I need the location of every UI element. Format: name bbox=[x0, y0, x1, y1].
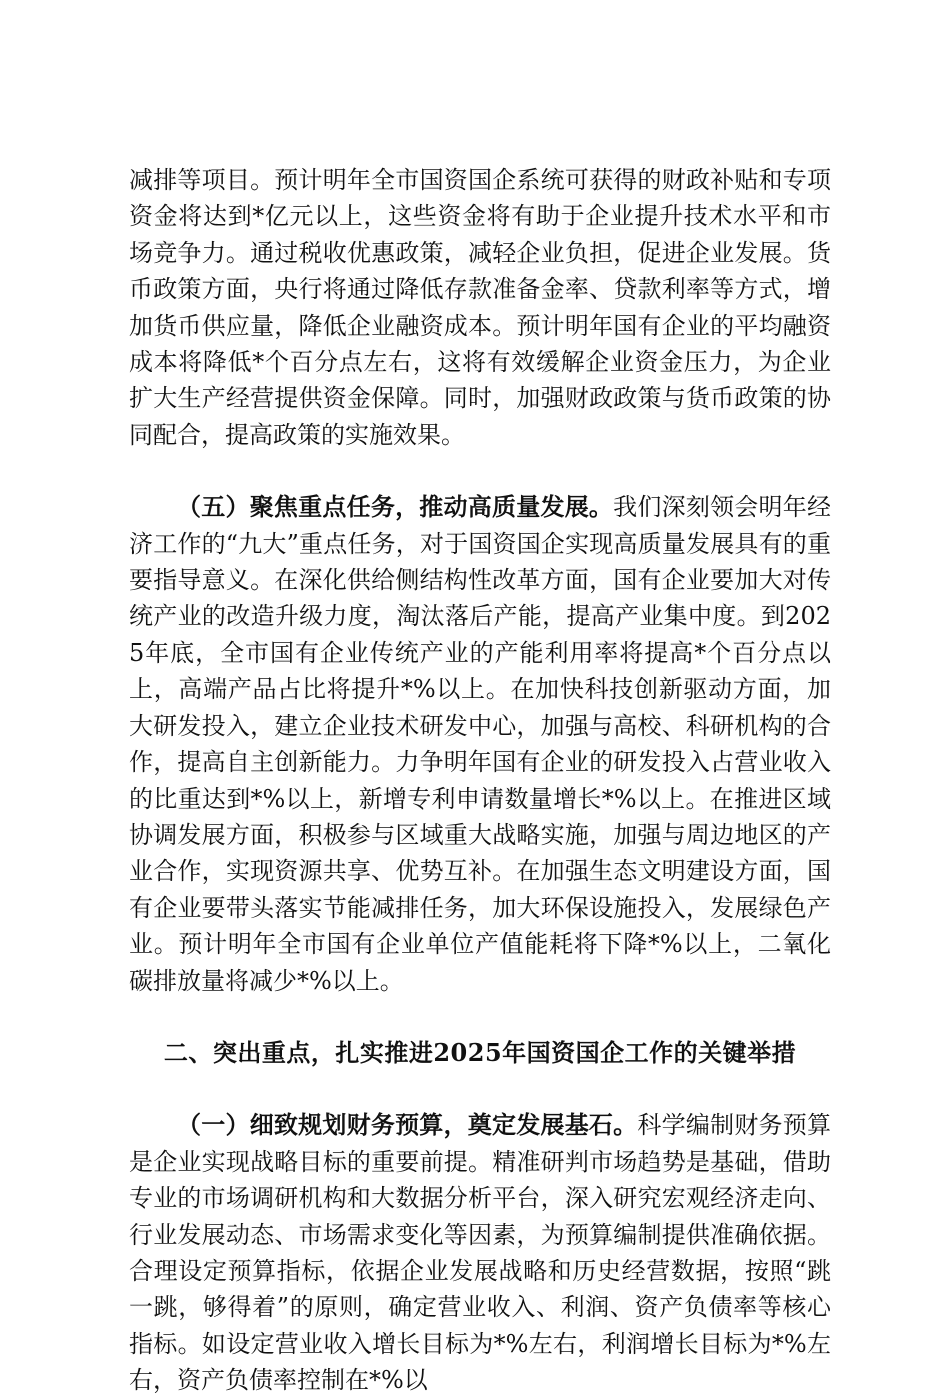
paragraph-key-tasks bbox=[129, 489, 831, 999]
paragraph-financial-budget bbox=[129, 1107, 831, 1398]
paragraph-lead-heading: （五）聚焦重点任务，推动高质量发展。 bbox=[177, 492, 614, 522]
paragraph-spacer bbox=[129, 1071, 831, 1107]
paragraph-lead-heading: （一）细致规划财务预算，奠定发展基石。 bbox=[177, 1110, 638, 1140]
paragraph-spacer bbox=[129, 999, 831, 1035]
document-page bbox=[129, 162, 831, 1399]
section-heading: 二、突出重点，扎实推进2025年国资国企工作的关键举措 bbox=[163, 1037, 797, 1067]
paragraph-policy-continuation: 减排等项目。预计明年全市国资国企系统可获得的财政补贴和专项资金将达到*亿元以上，这些资金将有助于企业提升技术水平和市场竞争力。通过税收优惠政策，减轻企业负担，促进企业发展。货币政策方面，央行将通过降低存款准备金率、贷款利率等方式，增加货币供应量，降低企业融资成本。预计明年国有企业的平均融资成本将降低*个百分点左右，这将有效缓解企业资金压力，为企业扩大生产经营提供资金保障。同时，加强财政政策与货币政策的协同配合，提高政策的实施效果。 bbox=[129, 166, 831, 449]
paragraph-body-text: 我们深刻领会明年经济工作的“九大”重点任务，对于国资国企实现高质量发展具有的重要指导意义。在深化供给侧结构性改革方面，国有企业要加大对传统产业的改造升级力度，淘汰落后产能，提高产业集中度。到2025年底，全市国有企业传统产业的产能利用率将提高*个百分点以上，高端产品占比将提升*%以上。在加快科技创新驱动方面，加大研发投入，建立企业技术研发中心，加强与高校、科研机构的合作，提高自主创新能力。力争明年国有企业的研发投入占营业收入的比重达到*%以上，新增专利申请数量增长*%以上。在推进区域协调发展方面，积极参与区域重大战略实施，加强与周边地区的产业合作，实现资源共享、优势互补。在加强生态文明建设方面，国有企业要带头落实节能减排任务，加大环保设施投入，发展绿色产业。预计明年全市国有企业单位产值能耗将下降*%以上，二氧化碳排放量将减少*%以上。 bbox=[129, 493, 832, 995]
paragraph-spacer bbox=[129, 453, 831, 489]
paragraph-body-text: 科学编制财务预算是企业实现战略目标的重要前提。精准研判市场趋势是基础，借助专业的市场调研机构和大数据分析平台，深入研究宏观经济走向、行业发展动态、市场需求变化等因素，为预算编制提供准确依据。合理设定预算指标，依据企业发展战略和历史经营数据，按照“跳一跳，够得着”的原则，确定营业收入、利润、资产负债率等核心指标。如设定营业收入增长目标为*%左右，利润增长目标为*%左右，资产负债率控制在*%以 bbox=[129, 1111, 832, 1395]
